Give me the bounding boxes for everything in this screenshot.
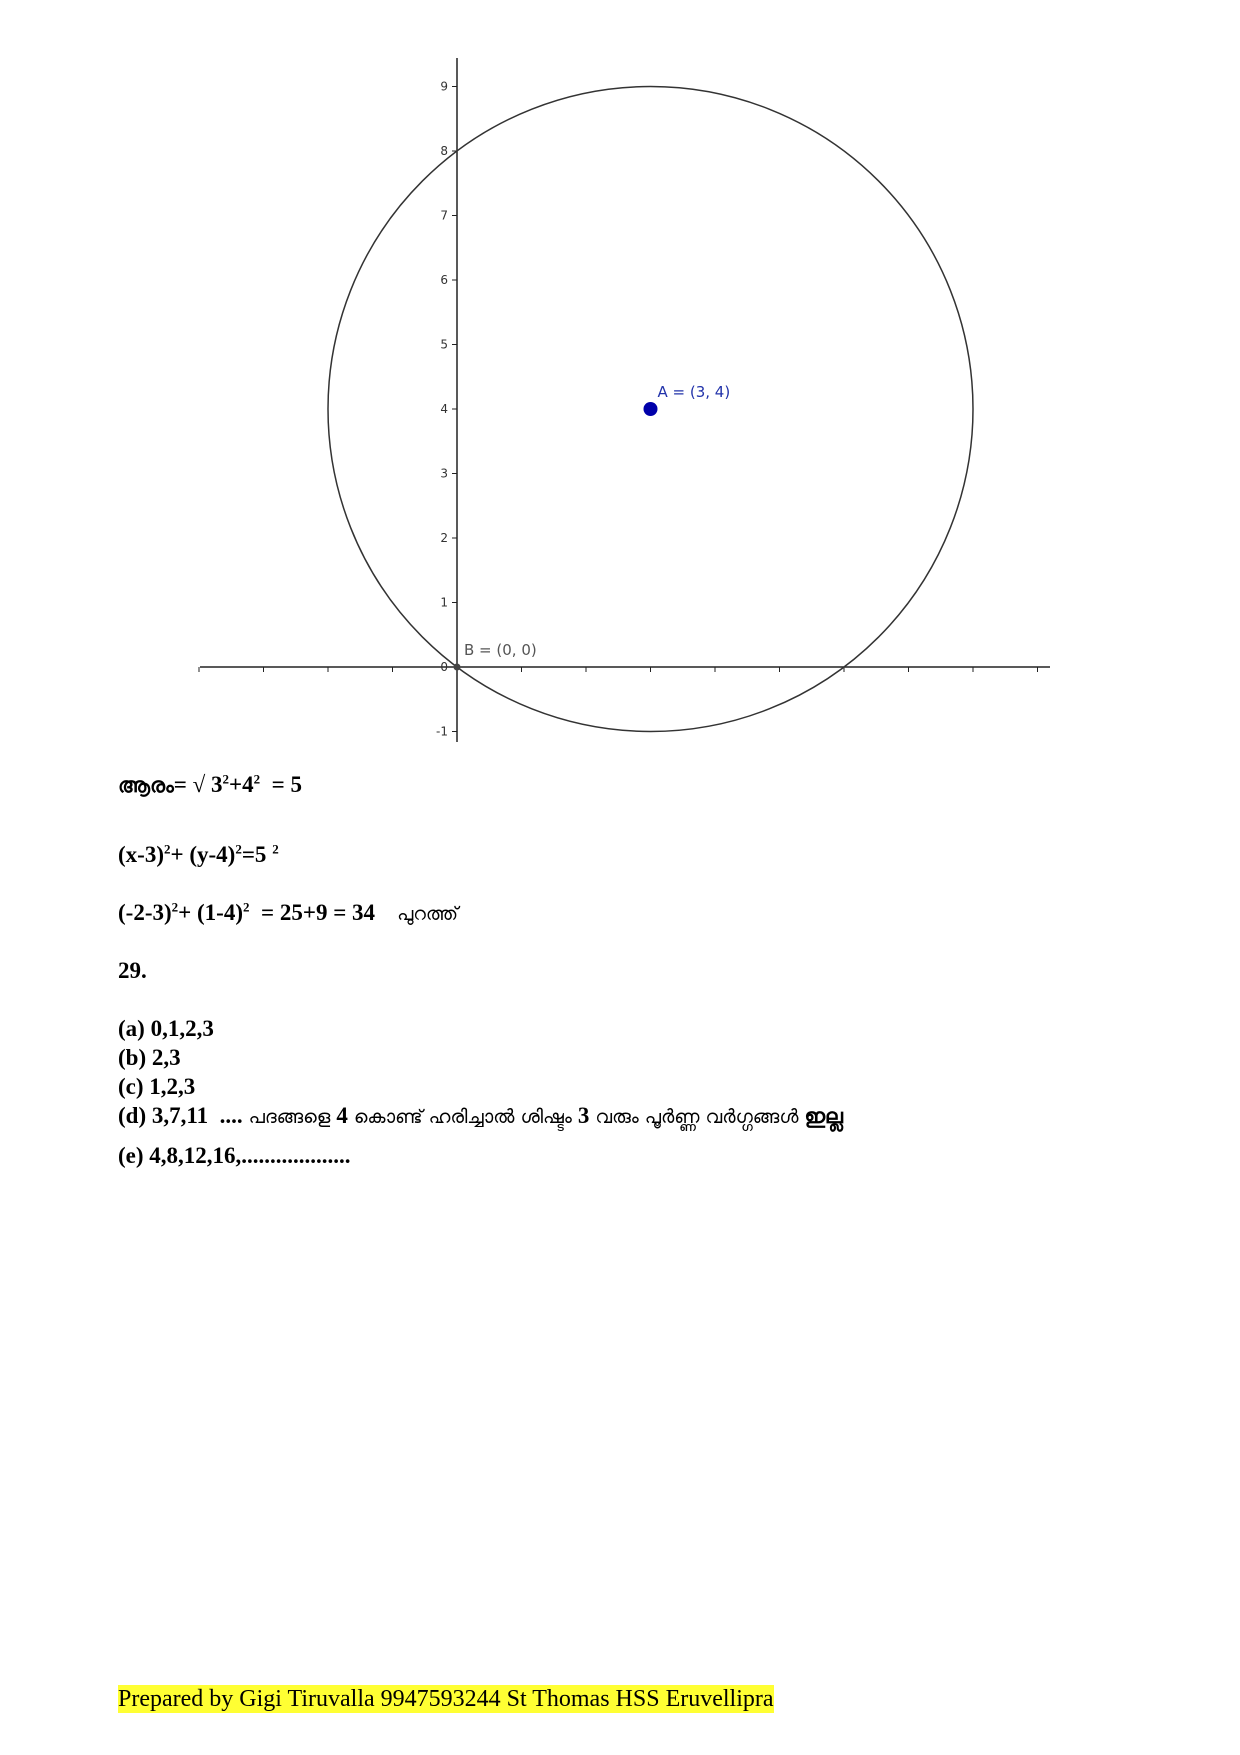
circle-equation-line: $(x-3)^2+ (y-4)^2=5$ $^2$ bbox=[118, 841, 279, 867]
answer-c: (c) 1,2,3 bbox=[118, 1074, 196, 1099]
answer-a: (a) 0,1,2,3 bbox=[118, 1016, 214, 1041]
y-tick-label: 8 bbox=[440, 144, 448, 158]
y-tick-label: 4 bbox=[440, 402, 448, 416]
y-tick-label: 5 bbox=[440, 337, 448, 352]
y-tick-label: -1 bbox=[436, 724, 448, 739]
point-label: A = (3, 4) bbox=[657, 383, 731, 401]
y-tick-label: 0 bbox=[440, 660, 448, 674]
radius-word: ആരം bbox=[118, 773, 174, 797]
y-tick-label: 2 bbox=[440, 531, 448, 545]
outside-word: പുറത്ത് bbox=[397, 903, 459, 925]
y-tick-label: 6 bbox=[440, 273, 448, 287]
point-label: B = (0, 0) bbox=[464, 641, 537, 659]
y-tick-label: 3 bbox=[440, 466, 448, 481]
footer-credit: Prepared by Gigi Tiruvalla 9947593244 St Thomas HSS Eruvellipra bbox=[118, 1686, 774, 1712]
answer-e: (e) 4,8,12,16,................... bbox=[118, 1143, 351, 1168]
point-marker bbox=[644, 402, 658, 416]
y-tick-label: 7 bbox=[440, 208, 448, 223]
answer-b: (b) 2,3 bbox=[118, 1045, 181, 1070]
coordinate-graph bbox=[0, 0, 1240, 760]
answer-d: (d) 3,7,11 .... പദങ്ങളെ 4 കൊണ്ട് ഹരിച്ചാൽ ശിഷ്ടം 3 വരും പൂർണ്ണ വർഗ്ഗങ്ങൾ ഇല്ല bbox=[118, 1103, 843, 1128]
y-tick-label: 1 bbox=[440, 595, 448, 610]
y-tick-label: 9 bbox=[440, 79, 448, 94]
footer bbox=[118, 1686, 774, 1713]
point-marker bbox=[454, 664, 461, 671]
y-axis-ticks bbox=[436, 80, 457, 739]
question-number: 29. bbox=[118, 958, 147, 983]
plotted-points bbox=[454, 383, 731, 671]
point-check-line: $(-2-3)^2+ (1-4)^2 = 25+9 = 34$ പുറത്ത് bbox=[118, 899, 459, 925]
radius-line: ആരം= √ $3^2+4^2 = 5$ bbox=[118, 771, 302, 797]
